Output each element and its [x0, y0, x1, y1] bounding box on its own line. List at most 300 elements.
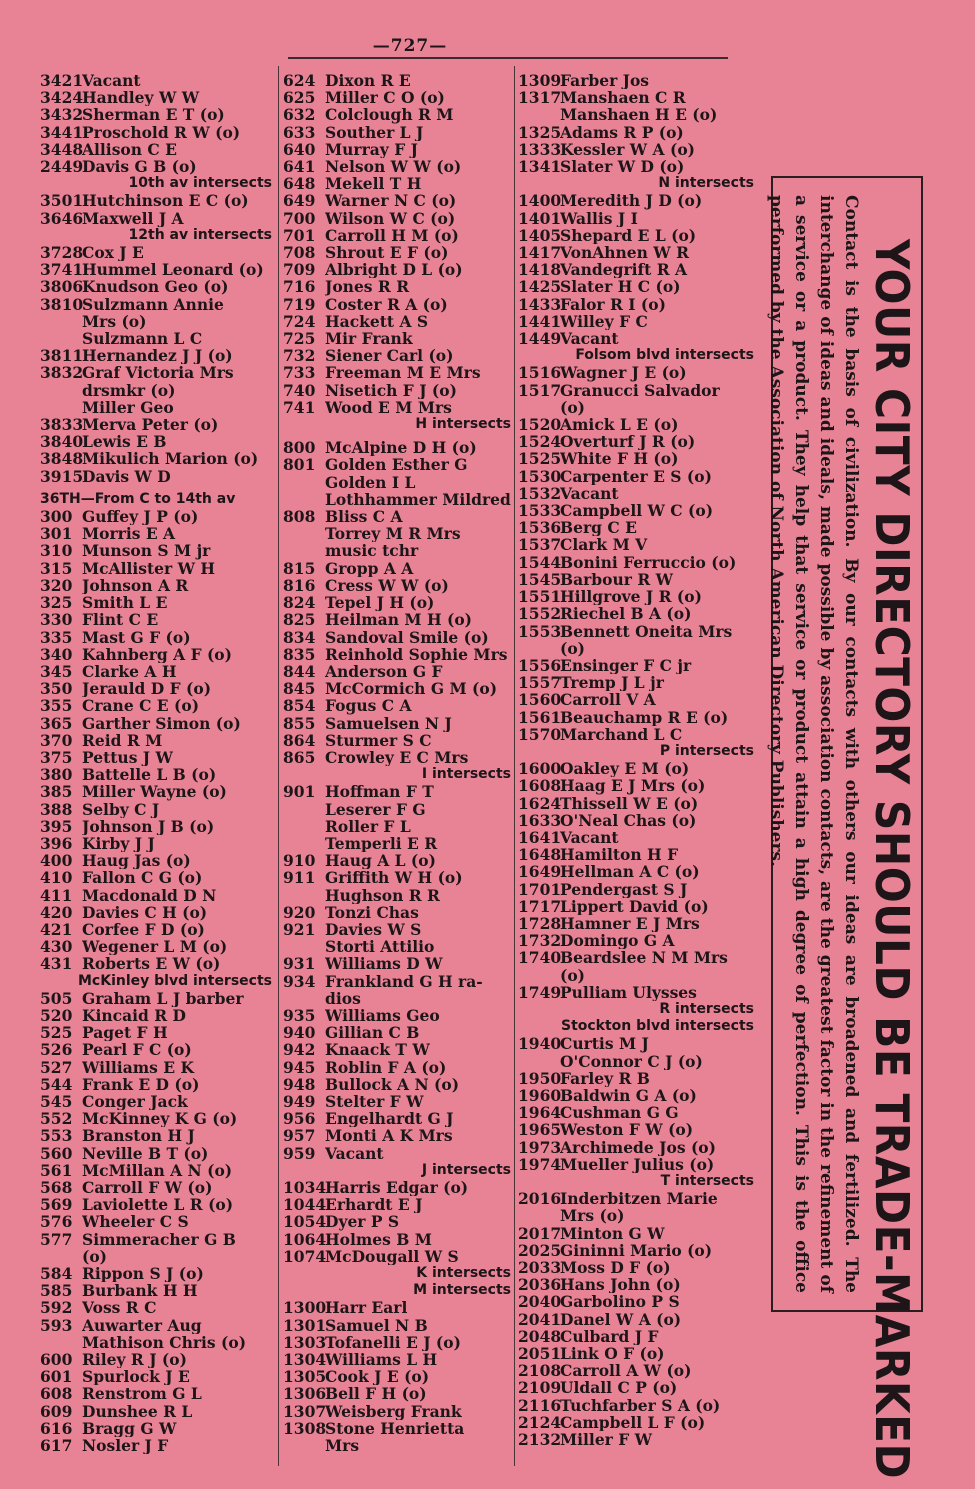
- directory-entry: [283, 904, 511, 921]
- directory-entry: [40, 680, 272, 697]
- resident-name: Simmeracher G B: [82, 1230, 236, 1248]
- directory-entry: [40, 818, 272, 835]
- house-number: 641: [283, 157, 316, 177]
- directory-continuation: [518, 1207, 754, 1224]
- resident-name: Kahnberg A F (o): [82, 645, 232, 663]
- directory-entry: [40, 1196, 272, 1213]
- resident-name: Farley R B: [560, 1069, 650, 1087]
- directory-entry: [283, 175, 511, 192]
- resident-name: (o): [560, 639, 586, 657]
- house-number: 940: [283, 1023, 316, 1043]
- resident-name: Beauchamp R E (o): [560, 708, 729, 726]
- directory-entry: [40, 629, 272, 646]
- house-number: 1552: [518, 604, 562, 624]
- resident-name: Falor R I (o): [560, 295, 666, 313]
- resident-name: Lewis E B: [82, 433, 167, 451]
- directory-entry: [518, 863, 754, 880]
- resident-name: Reinhold Sophie Mrs: [325, 645, 508, 663]
- house-number: 1044: [283, 1195, 327, 1215]
- house-number: 411: [40, 885, 73, 905]
- street-intersection-heading: I intersects: [421, 766, 511, 783]
- directory-entry: [40, 1110, 272, 1127]
- resident-name: McAllister W H: [82, 559, 216, 577]
- directory-entry: [283, 646, 511, 663]
- resident-name: Mekell T H: [325, 175, 422, 193]
- house-number: 601: [40, 1367, 73, 1387]
- house-number: 724: [283, 311, 316, 331]
- directory-entry: [40, 1127, 272, 1144]
- house-number: 526: [40, 1040, 73, 1060]
- resident-name: Gillian C B: [325, 1024, 420, 1042]
- resident-name: Archimede Jos (o): [560, 1138, 716, 1156]
- house-number: 1950: [518, 1068, 562, 1088]
- house-number: 920: [283, 902, 316, 922]
- house-number: 1400: [518, 191, 562, 211]
- resident-name: Slater H C (o): [560, 278, 681, 296]
- resident-name: Conger Jack: [82, 1092, 188, 1111]
- house-number: 1433: [518, 294, 562, 314]
- directory-entry: [40, 347, 272, 364]
- house-number: 1304: [283, 1350, 327, 1370]
- house-number: 1074: [283, 1246, 327, 1266]
- house-number: 1537: [518, 535, 562, 555]
- directory-entry: [283, 313, 511, 330]
- house-number: 1418: [518, 260, 562, 280]
- house-number: 801: [283, 455, 316, 475]
- directory-entry: [40, 904, 272, 921]
- directory-continuation: [283, 542, 511, 559]
- resident-name: Garbolino P S: [560, 1293, 680, 1311]
- house-number: 1317: [518, 88, 562, 108]
- resident-name: Tuchfarber S A (o): [560, 1396, 721, 1414]
- resident-name: Carroll V A: [560, 691, 656, 709]
- directory-entry: [283, 124, 511, 141]
- directory-entry: [518, 1414, 754, 1431]
- directory-entry: [518, 605, 754, 622]
- resident-name: McAlpine D H (o): [325, 439, 477, 457]
- resident-name: Miller Wayne (o): [82, 783, 227, 801]
- directory-entry: [40, 1385, 272, 1402]
- directory-entry: [518, 623, 754, 640]
- directory-entry: [283, 732, 511, 749]
- resident-name: Johnson A R: [82, 576, 189, 595]
- street-intersection-heading: K intersects: [416, 1265, 511, 1282]
- house-number: 1600: [518, 759, 562, 779]
- directory-entry: [40, 141, 272, 158]
- resident-name: Jerauld D F (o): [82, 680, 212, 698]
- resident-name: Storti Attilio: [325, 938, 435, 956]
- house-number: 1530: [518, 466, 562, 486]
- resident-name: Davies C H (o): [82, 903, 208, 921]
- directory-entry: [40, 732, 272, 749]
- directory-entry: [283, 244, 511, 261]
- resident-name: Crowley E C Mrs: [325, 748, 469, 767]
- house-number: 2051: [518, 1344, 562, 1364]
- house-number: 1333: [518, 139, 562, 159]
- directory-entry: [518, 984, 754, 1001]
- directory-entry: [40, 1282, 272, 1299]
- directory-entry: [518, 416, 754, 433]
- house-number: 388: [40, 799, 73, 819]
- directory-entry: [518, 330, 754, 347]
- house-number: 845: [283, 679, 316, 699]
- resident-name: Pendergast S J: [560, 880, 688, 898]
- house-number: 1034: [283, 1178, 327, 1197]
- resident-name: Overturf J R (o): [560, 433, 696, 451]
- house-number: 1633: [518, 810, 562, 830]
- resident-name: Leserer F G: [325, 800, 426, 818]
- resident-name: Minton G W: [560, 1224, 665, 1242]
- resident-name: Davies W S: [325, 920, 422, 939]
- directory-entry: [40, 715, 272, 732]
- house-number: 1524: [518, 432, 562, 452]
- house-number: 864: [283, 730, 316, 750]
- resident-name: Roblin F A (o): [325, 1058, 447, 1076]
- resident-name: Munson S M jr: [82, 542, 211, 560]
- house-number: 340: [40, 644, 73, 664]
- resident-name: Miller C O (o): [325, 89, 445, 107]
- house-number: 1717: [518, 896, 562, 916]
- resident-name: Baldwin G A (o): [560, 1086, 697, 1105]
- resident-name: Harr Earl: [325, 1299, 408, 1317]
- resident-name: Fallon C G (o): [82, 869, 203, 887]
- resident-name: Knudson Geo (o): [82, 278, 229, 296]
- directory-continuation: [518, 399, 754, 416]
- house-number: 568: [40, 1178, 73, 1197]
- directory-entry: [518, 571, 754, 588]
- resident-name: Williams L H: [325, 1351, 438, 1369]
- resident-name: Bell F H (o): [325, 1385, 427, 1403]
- directory-entry: [283, 869, 511, 886]
- house-number: 2033: [518, 1258, 562, 1278]
- house-number: 1974: [518, 1154, 562, 1174]
- house-number: 649: [283, 191, 316, 211]
- directory-entry: [283, 72, 511, 89]
- resident-name: Shepard E L (o): [560, 226, 697, 245]
- directory-entry: [283, 680, 511, 697]
- resident-name: Sherman E T (o): [82, 106, 225, 124]
- directory-entry: [518, 1225, 754, 1242]
- resident-name: Stelter F W: [325, 1092, 424, 1111]
- house-number: 957: [283, 1126, 316, 1146]
- directory-entry: [283, 1351, 511, 1368]
- directory-entry: [40, 106, 272, 123]
- house-number: 410: [40, 868, 73, 888]
- directory-entry: [283, 1093, 511, 1110]
- directory-entry: [283, 1127, 511, 1144]
- resident-name: Slater W D (o): [560, 158, 685, 176]
- resident-name: Wagner J E (o): [560, 364, 687, 382]
- resident-name: Pettus J W: [82, 748, 173, 767]
- house-number: 1557: [518, 673, 562, 693]
- house-number: 300: [40, 507, 73, 527]
- directory-entry: [40, 663, 272, 680]
- house-number: 1973: [518, 1137, 562, 1157]
- directory-entry: [283, 508, 511, 525]
- directory-entry: [40, 749, 272, 766]
- resident-name: Carroll H M (o): [325, 226, 459, 245]
- directory-entry: [40, 852, 272, 869]
- directory-entry: [518, 554, 754, 571]
- resident-name: Rippon S J (o): [82, 1265, 204, 1283]
- directory-entry: [518, 261, 754, 278]
- directory-continuation: [40, 1248, 272, 1265]
- directory-entry: [518, 433, 754, 450]
- directory-continuation: [518, 1053, 754, 1070]
- resident-name: Nisetich F J (o): [325, 381, 457, 399]
- resident-name: Reid R M: [82, 731, 163, 749]
- resident-name: Wallis J I: [560, 209, 638, 227]
- house-number: 709: [283, 260, 316, 280]
- directory-continuation: [40, 382, 272, 399]
- house-number: 350: [40, 679, 73, 699]
- resident-name: Wegener L M (o): [82, 938, 228, 956]
- house-number: 3848: [40, 449, 84, 469]
- ad-body-text: Contact is the basis of civilization. By our contacts with others our ideas are broadened and fertilized. The interchange of ideas and ideals, made possible by association contacts, are the greatest factor in the refinement of a service or a product. They help that service or product attain a high degree of perfection. This is the office performed by the Association of North American Directory Publishers.: [766, 195, 861, 1293]
- resident-name: McKinney K G (o): [82, 1110, 238, 1128]
- directory-entry: [518, 1293, 754, 1310]
- directory-entry: [40, 278, 272, 295]
- house-number: 740: [283, 380, 316, 400]
- house-number: 552: [40, 1109, 73, 1129]
- directory-entry: [283, 715, 511, 732]
- house-number: 525: [40, 1023, 73, 1043]
- house-number: 1341: [518, 157, 562, 177]
- house-number: 380: [40, 765, 73, 785]
- house-number: 3432: [40, 105, 84, 125]
- resident-name: Adams R P (o): [560, 123, 684, 141]
- directory-entry: [283, 456, 511, 473]
- directory-entry: [40, 1351, 272, 1368]
- directory-entry: [283, 921, 511, 938]
- resident-name: Clarke A H: [82, 662, 177, 681]
- directory-entry: [518, 812, 754, 829]
- resident-name: Branston H J: [82, 1127, 195, 1145]
- house-number: 395: [40, 816, 73, 836]
- street-intersection-heading: M intersects: [413, 1282, 511, 1299]
- resident-name: Colclough R M: [325, 106, 454, 124]
- resident-name: Frankland G H ra-: [325, 972, 483, 990]
- house-number: 945: [283, 1057, 316, 1077]
- directory-entry: [40, 525, 272, 542]
- resident-name: Kincaid R D: [82, 1006, 186, 1025]
- resident-name: Graham L J barber: [82, 989, 244, 1007]
- house-number: 2124: [518, 1412, 562, 1432]
- resident-name: McCormich G M (o): [325, 680, 498, 698]
- directory-entry: [40, 1041, 272, 1058]
- resident-name: Holmes B M: [325, 1230, 432, 1248]
- resident-name: Shrout E F (o): [325, 244, 449, 262]
- resident-name: Knaack T W: [325, 1041, 430, 1059]
- directory-entry: [40, 869, 272, 886]
- directory-entry: [283, 663, 511, 680]
- resident-name: Lothhammer Mildred: [325, 490, 511, 509]
- house-number: 700: [283, 208, 316, 228]
- house-number: 1551: [518, 587, 562, 607]
- resident-name: White F H (o): [560, 450, 679, 468]
- resident-name: Lippert David (o): [560, 897, 709, 915]
- house-number: 301: [40, 524, 73, 544]
- house-number: 956: [283, 1109, 316, 1129]
- directory-entry: [283, 1317, 511, 1334]
- resident-name: Barbour R W: [560, 570, 674, 589]
- house-number: 2048: [518, 1326, 562, 1346]
- resident-name: Warner N C (o): [325, 192, 457, 210]
- house-number: 3421: [40, 71, 84, 90]
- house-number: 719: [283, 294, 316, 314]
- house-number: 948: [283, 1074, 316, 1094]
- resident-name: Albright D L (o): [325, 261, 463, 279]
- resident-name: Dyer P S: [325, 1213, 400, 1231]
- house-number: 2109: [518, 1378, 562, 1398]
- directory-continuation: [518, 640, 754, 657]
- resident-name: Battelle L B (o): [82, 766, 217, 784]
- directory-entry: [283, 1024, 511, 1041]
- resident-name: Roberts E W (o): [82, 955, 221, 973]
- directory-entry: [518, 760, 754, 777]
- street-intersection-heading: 12th av intersects: [128, 226, 272, 243]
- house-number: 1449: [518, 329, 562, 349]
- directory-entry: [518, 210, 754, 227]
- page-number: —727—: [372, 36, 448, 56]
- house-number: 725: [283, 329, 316, 349]
- directory-entry: [518, 296, 754, 313]
- directory-entry: [518, 141, 754, 158]
- header-rule: [288, 57, 728, 59]
- directory-entry: [518, 192, 754, 209]
- directory-entry: [283, 330, 511, 347]
- directory-entry: [518, 1139, 754, 1156]
- directory-entry: [283, 560, 511, 577]
- house-number: 1740: [518, 948, 562, 968]
- house-number: 741: [283, 397, 316, 417]
- house-number: 1425: [518, 277, 562, 297]
- house-number: 355: [40, 696, 73, 716]
- house-number: 825: [283, 610, 316, 630]
- resident-name: Proschold R W (o): [82, 123, 241, 141]
- resident-name: Hummel Leonard (o): [82, 261, 264, 279]
- house-number: 949: [283, 1091, 316, 1111]
- resident-name: Dunshee R L: [82, 1402, 193, 1420]
- house-number: 330: [40, 610, 73, 630]
- resident-name: Mrs (o): [82, 312, 147, 331]
- house-number: 624: [283, 71, 316, 90]
- resident-name: Bullock A N (o): [325, 1075, 460, 1093]
- directory-entry: [40, 1437, 272, 1454]
- resident-name: Thissell W E (o): [560, 794, 699, 812]
- directory-entry: [518, 468, 754, 485]
- directory-entry: [40, 1162, 272, 1179]
- house-number: 561: [40, 1160, 73, 1180]
- house-number: 1545: [518, 569, 562, 589]
- house-number: 1309: [518, 71, 562, 90]
- house-number: 375: [40, 747, 73, 767]
- house-number: 345: [40, 661, 73, 681]
- house-number: 2040: [518, 1292, 562, 1312]
- resident-name: Allison C E: [82, 140, 177, 159]
- house-number: 1701: [518, 879, 562, 899]
- resident-name: Voss R C: [82, 1299, 157, 1317]
- house-number: 1732: [518, 931, 562, 951]
- house-number: 421: [40, 919, 73, 939]
- resident-name: Johnson J B (o): [82, 817, 215, 835]
- directory-entry: [283, 697, 511, 714]
- directory-entry: [283, 1403, 511, 1420]
- house-number: 3728: [40, 243, 84, 263]
- directory-entry: [283, 1213, 511, 1230]
- resident-name: Link O F (o): [560, 1345, 665, 1363]
- house-number: 320: [40, 575, 73, 595]
- resident-name: Carroll A W (o): [560, 1362, 692, 1380]
- directory-entry: [40, 1299, 272, 1316]
- directory-entry: [40, 124, 272, 141]
- advertisement-content: [766, 185, 921, 1480]
- directory-entry: [40, 887, 272, 904]
- resident-name: Hamilton H F: [560, 846, 679, 864]
- directory-entry: [518, 536, 754, 553]
- street-intersection-heading: N intersects: [658, 175, 754, 192]
- directory-entry: [518, 382, 754, 399]
- directory-entry: [283, 141, 511, 158]
- directory-entry: [40, 364, 272, 381]
- directory-continuation: [283, 835, 511, 852]
- house-number: 2132: [518, 1430, 562, 1450]
- directory-entry: [283, 1299, 511, 1316]
- directory-entry: [40, 433, 272, 450]
- directory-entry: [40, 416, 272, 433]
- directory-entry: [283, 89, 511, 106]
- directory-entry: [283, 783, 511, 800]
- directory-entry: [518, 1035, 754, 1052]
- house-number: 800: [283, 438, 316, 458]
- resident-name: Nosler J F: [82, 1437, 169, 1455]
- directory-entry: [518, 1311, 754, 1328]
- resident-name: Frank E D (o): [82, 1075, 200, 1093]
- directory-entry: [40, 560, 272, 577]
- resident-name: Siener Carl (o): [325, 347, 454, 365]
- resident-name: Manshaen C R: [560, 89, 686, 107]
- directory-entry: [40, 1059, 272, 1076]
- resident-name: Cox J E: [82, 244, 144, 262]
- house-number: 3810: [40, 294, 84, 314]
- directory-entry: [40, 801, 272, 818]
- directory-entry: [283, 106, 511, 123]
- house-number: 921: [283, 919, 316, 939]
- house-number: 648: [283, 174, 316, 194]
- directory-entry: [40, 766, 272, 783]
- resident-name: Wheeler C S: [82, 1213, 189, 1231]
- directory-entry: [283, 210, 511, 227]
- resident-name: Mueller Julius (o): [560, 1155, 715, 1173]
- resident-name: Vacant: [325, 1144, 384, 1162]
- directory-entry: [518, 1121, 754, 1138]
- house-number: 545: [40, 1091, 73, 1111]
- directory-entry: [283, 973, 511, 990]
- house-number: 325: [40, 593, 73, 613]
- directory-entry: [40, 955, 272, 972]
- directory-entry: [40, 72, 272, 89]
- house-number: 544: [40, 1074, 73, 1094]
- directory-entry: [40, 611, 272, 628]
- house-number: 609: [40, 1401, 73, 1421]
- resident-name: Hernandez J J (o): [82, 347, 233, 365]
- house-number: 844: [283, 661, 316, 681]
- directory-entry: [283, 955, 511, 972]
- house-number: 865: [283, 747, 316, 767]
- directory-column-2: [283, 72, 511, 1454]
- resident-name: Mir Frank: [325, 330, 413, 348]
- house-number: 1325: [518, 122, 562, 142]
